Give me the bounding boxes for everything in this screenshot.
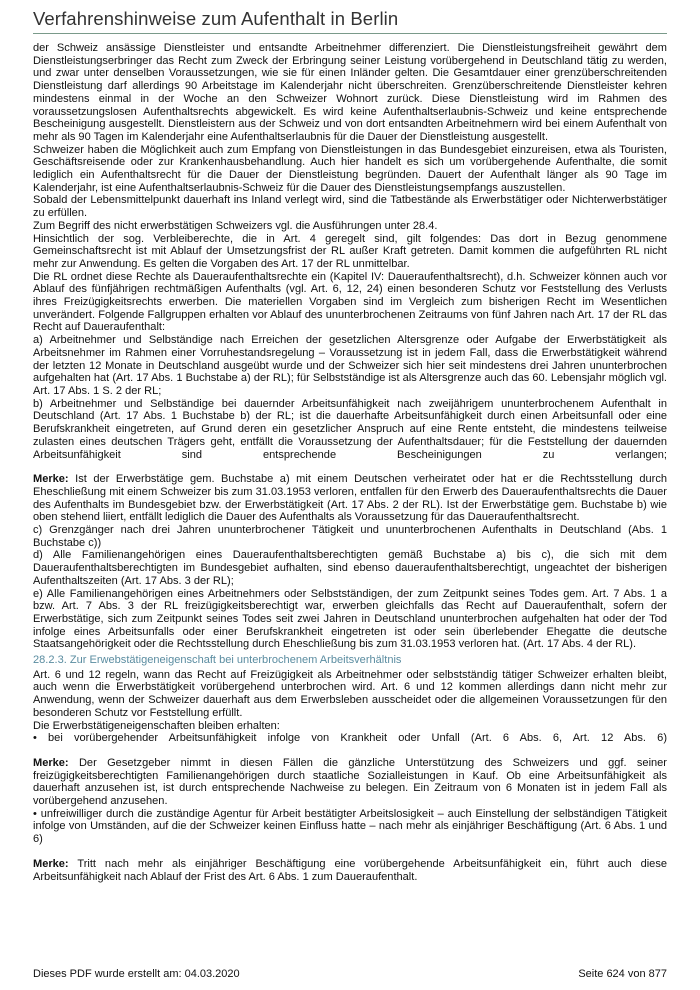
list-item-d: d) Alle Familienangehörigen eines Daueraufenthaltsberechtigten gemäß Buchstabe a) bis c), die sich mit dem Daueraufenthaltsberechtigten im Bundesgebiet aufhalten, sind ebenso daueraufenthaltsberechtigt, ungeachtet der bisherigen Aufenthaltszeiten (Art. 17 Abs. 3 der RL); xyxy=(33,549,667,587)
section-heading: 28.2.3. Zur Erwebstätigeneigenschaft bei unterbrochenem Arbeitsverhältnis xyxy=(33,654,402,667)
page-header xyxy=(33,8,667,34)
merke-note-3 xyxy=(33,858,667,883)
merke-text: Ist der Erwerbstätige gem. Buchstabe a) mit einem Deutschen verheiratet oder hat er die Rechtsstellung durch Eheschließung mit einem Schweizer bis zum 31.03.1953 verloren, entfallen für den Erwerb des Daueraufenthaltsrechts die Dauer des Aufenthalts im Bundesgebiet bzw. der Erwerbstätigkeit (Art. 17 Abs. 2 der RL). Ist der Erwerbstätige gem. Buchstabe b) wie oben stehend liiert, entfällt lediglich die Dauer des Aufenthalts als Voraussetzung für das Daueraufenthaltsrecht. xyxy=(33,473,667,524)
merke-note-2 xyxy=(33,757,667,808)
paragraph-verbleiberechte: Hinsichtlich der sog. Verbleiberechte, die in Art. 4 geregelt sind, gilt folgendes: Das dort in Bezug genommene Gemeinschaftsrecht ist mit Ablauf der Umsetzungsfrist der RL außer Kraft getreten. Damit kommen die aufgeführten RL nicht mehr zur Anwendung. Es gelten die Vorgaben des Art. 17 der RL unmittelbar. xyxy=(33,232,667,270)
page-number: Seite 624 von 877 xyxy=(578,968,667,980)
merke-note-1 xyxy=(33,473,667,524)
paragraph-art-6-12: Art. 6 und 12 regeln, wann das Recht auf Freizügigkeit als Arbeitnehmer oder selbstständig tätiger Schweizer erhalten bleibt, auch wenn die Erwerbstätigkeit vorübergehend unterbrochen wird. Art. 6 und 12 kommen allerdings dann nicht mehr zur Anwendung, wenn der Schweizer dauerhaft aus dem Erwerbsleben ausscheidet oder die allgemeinen Voraussetzungen für den besonderen Schutz vor Feststellung erfüllt. xyxy=(33,668,667,719)
paragraph-lebensmittelpunkt: Sobald der Lebensmittelpunkt dauerhaft ins Inland verlegt wird, sind die Tatbestände als Erwerbstätiger oder Nichterwerbstätiger zu erfüllen. xyxy=(33,194,667,220)
document-body xyxy=(33,42,667,883)
merke-text: Der Gesetzgeber nimmt in diesen Fällen die gänzliche Unterstützung des Schweizers und ggf. seiner freizügigkeitsberechtigten Familienangehörigen durch staatliche Sozialleistungen in Kauf. Ob eine Arbeitsunfähigkeit als dauerhaft anzusehen ist, ist durch entsprechende Nachweise zu belegen. Ein Zeitraum von 6 Monaten ist in jedem Fall als vorübergehend anzusehen. xyxy=(33,756,667,808)
merke-label: Merke: xyxy=(33,857,69,870)
paragraph-begriff: Zum Begriff des nicht erwerbstätigen Schweizers vgl. die Ausführungen unter 28.4. xyxy=(33,219,438,232)
created-date: Dieses PDF wurde erstellt am: 04.03.2020 xyxy=(33,968,240,980)
list-item-a: a) Arbeitnehmer und Selbständige nach Erreichen der gesetzlichen Altersgrenze oder Aufgabe der Erwerbstätigkeit als Arbeitsnehmer im Rahmen einer Vorruhestandsregelung – Voraussetzung ist in jedem Fall, dass die Erwerbstätigkeit während der letzten 12 Monate in Deutschland ausgeübt wurde und der Schweizer sich hier seit mindestens drei Jahren ununterbrochen aufgehalten hat (Art. 17 Abs. 1 Buchstabe a) der RL); für Selbstständige ist als Altersgrenze auch das 60. Lebensjahr möglich vgl. Art. 17 Abs. 1 S. 2 der RL; xyxy=(33,334,667,397)
paragraph-dienstleistungsempfang: Schweizer haben die Möglichkeit auch zum Empfang von Dienstleistungen in das Bundesgebiet einzureisen, etwa als Touristen, Geschäftsreisende oder zur Krankenhausbehandlung. Auch hier handelt es sich um vorübergehende Aufenthalte, die somit lediglich ein Aufenthaltsrecht für die Dauer der Dienstleistung begründen. Dauert der Aufenthalt länger als 90 Tage im Kalenderjahr, ist eine Aufenthaltserlaubnis-Schweiz für die Dauer des Dienstleistungsempfangs auszustellen. xyxy=(33,143,667,194)
merke-label: Merke: xyxy=(33,473,69,486)
merke-text: Tritt nach mehr als einjähriger Beschäftigung eine vorübergehende Arbeitsunfähigkeit ein, führt auch diese Arbeitsunfähigkeit nach Ablauf der Frist des Art. 6 Abs. 1 zum Daueraufenthalt. xyxy=(33,857,667,883)
page-footer xyxy=(33,968,667,980)
merke-label: Merke: xyxy=(33,756,69,769)
bullet-arbeitslosigkeit: • unfreiwilliger durch die zuständige Agentur für Arbeit bestätigter Arbeitslosigkeit – auch Einstellung der selbständigen Tätigkeit infolge von Umständen, auf die der Schweizer keinen Einfluss hatte – nach mehr als einjähriger Beschäftigung (Art. 6 Abs. 1 und 6) xyxy=(33,807,667,846)
list-item-c: c) Grenzgänger nach drei Jahren ununterbrochener Tätigkeit und ununterbrochenen Aufenthalts in Deutschland (Abs. 1 Buchstabe c)) xyxy=(33,524,667,549)
page-title: Verfahrenshinweise zum Aufenthalt in Berlin xyxy=(33,8,399,29)
list-item-e: e) Alle Familienangehörigen eines Arbeitnehmers oder Selbstständigen, der zum Zeitpunkt seines Todes gem. Art. 7 Abs. 1 a bzw. Art. 7 Abs. 3 der RL freizügigkeitsberechtigt war, erwerben gleichfalls das Recht auf Daueraufenthalt, sofern der Erwerbstätige, sich zum Zeitpunkt seines Todes seit zwei Jahren in Deutschland ununterbrochen aufgehalten hat oder der Tod infolge eines Arbeitsunfalls oder einer Berufskrankheit eingetreten ist oder sein überlebender Ehegatte die deutsche Staatsangehörigkeit oder die Rechtsstellung durch Eheschließung bis zum 31.03.1953 verloren hat. (Art. 17 Abs. 4 der RL). xyxy=(33,587,667,651)
paragraph-dienstleister: der Schweiz ansässige Dienstleister und entsandte Arbeitnehmer differenziert. Die Dienstleistungsfreiheit gewährt dem Dienstleistungserbringer das Recht zum Zweck der Erbringung seiner Leistung vorübergehend in Deutschland tätig zu werden, und zwar unter denselben Voraussetzungen, wie sie für einen Inländer gelten. Die Gesamtdauer einer grenzüberschreitenden Dienstleistung darf allerdings 90 Arbeitstage im Kalenderjahr nicht überschreiten. Grenzüberschreitende Dienstleister kehren mindestens einmal in der Woche an den Schweizer Wohnort zurück. Diese Dienstleistung wird im Rahmen des voraussetzungslosen Aufenthaltsrechts abgewickelt. Es wird keine Aufenthaltserlaubnis-Schweiz und keine entsprechende Bescheinigung ausgestellt. Dienstleistern aus der Schweiz und von dort entsandten Arbeitnehmern wird bei einem Aufenthalt von mehr als 90 Tagen im Kalenderjahr eine Aufenthaltserlaubnis für die Dauer der Dienstleistung ausgestellt. xyxy=(33,42,667,143)
paragraph-erwerbstaetigeneigenschaften: Die Erwerbstätigeneigenschaften bleiben erhalten: xyxy=(33,719,280,732)
list-item-b: b) Arbeitnehmer und Selbständige bei dauernder Arbeitsunfähigkeit nach zweijährigem ununterbrochenem Aufenthalt in Deutschland (Art. 17 Abs. 1 Buchstabe b) der RL; ist die dauerhafte Arbeitsunfähigkeit durch einen Arbeitsunfall oder eine Berufskrankheit eingetreten, auf Grund deren ein gesetzlicher Anspruch auf eine Rente entsteht, die mindestens teilweise zulasten eines deutschen Trägers geht, entfällt die Voraussetzung der Aufenthaltsdauer; für die Feststellung der dauernden Arbeitsunfähigkeit sind entsprechende Bescheinigungen zu verlangen; xyxy=(33,397,667,461)
bullet-arbeitsunfaehigkeit: • bei vorübergehender Arbeitsunfähigkeit infolge von Krankheit oder Unfall (Art. 6 Abs. 6, Art. 12 Abs. 6) xyxy=(33,732,667,745)
paragraph-daueraufenthaltsrechte: Die RL ordnet diese Rechte als Daueraufenthaltsrechte ein (Kapitel IV: Daueraufenthaltsrecht), d.h. Schweizer können auch vor Ablauf des fünfjährigen rechtmäßigen Aufenthalts (vgl. Art. 6, 12, 24) einen besonderen Schutz vor Feststellung des Verlusts ihres Freizügigkeitsrechts erwerben. Die materiellen Vorgaben sind im Vergleich zum bisherigen Recht im Wesentlichen unverändert. Folgende Fallgruppen erhalten vor Ablauf des ununterbrochenen Zeitraums von fünf Jahren nach Art. 17 der RL das Recht auf Daueraufenthalt: xyxy=(33,270,667,334)
